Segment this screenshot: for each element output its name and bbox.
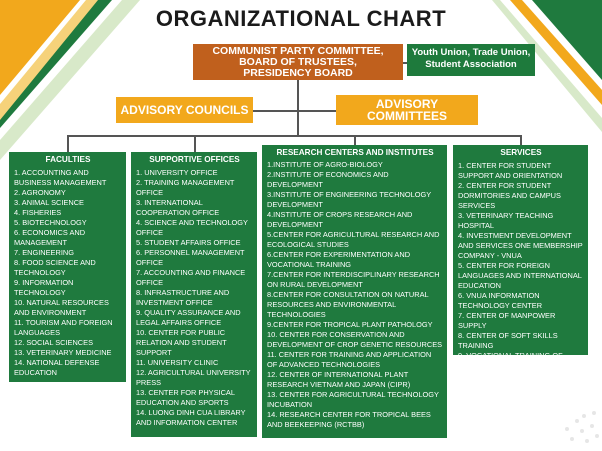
leadership-line-3: PRESIDENCY BOARD	[243, 67, 353, 79]
faculties-list	[14, 168, 122, 378]
list-item: 3. ANIMAL SCIENCE	[14, 198, 84, 207]
list-item: 13. CENTER FOR AGRICULTURAL TECHNOLOGY INCUBATION	[267, 390, 439, 409]
list-item: 7. ENGINEERING	[14, 248, 74, 257]
list-item: 14. LUONG DINH CUA LIBRARY AND INFORMATION CENTER	[136, 408, 246, 427]
list-item: 6. PERSONNEL MANAGEMENT OFFICE	[136, 248, 245, 267]
list-item: 5.CENTER FOR AGRICULTURAL RESEARCH AND ECOLOGICAL STUDIES	[267, 230, 440, 249]
list-item: 9. VOCATIONAL TRAINING OF ENGINEERING AND DRIVING	[458, 351, 563, 370]
advisory-councils-box: ADVISORY COUNCILS	[116, 97, 253, 123]
list-item: 5. CENTER FOR FOREIGN LANGUAGES AND INTERNATIONAL EDUCATION	[458, 261, 582, 290]
list-item: 10. NATURAL RESOURCES AND ENVIRONMENT	[14, 298, 109, 317]
union-box	[407, 44, 535, 76]
advisory-committees-box	[336, 95, 478, 125]
list-item: 1. UNIVERSITY OFFICE	[136, 168, 218, 177]
connector-trunk	[297, 80, 299, 135]
page-title: ORGANIZATIONAL CHART	[155, 6, 447, 31]
list-item: 8. INFRASTRUCTURE AND INVESTMENT OFFICE	[136, 288, 230, 307]
faculties-title: FACULTIES	[45, 155, 91, 164]
list-item: 13. CENTER FOR PHYSICAL EDUCATION AND SPORTS	[136, 388, 235, 407]
list-item: 12. CENTER OF INTERNATIONAL PLANT RESEARCH VIETNAM AND JAPAN (CIPR)	[267, 370, 411, 389]
list-item: 6. ECONOMICS AND MANAGEMENT	[14, 228, 86, 247]
advisory-committees-line-2: COMMITTEES	[367, 109, 447, 123]
union-line-1: Youth Union, Trade Union,	[411, 47, 531, 58]
services-list	[458, 161, 584, 371]
supportive-offices-title: SUPPORTIVE OFFICES	[149, 155, 240, 164]
list-item: 9. INFORMATION TECHNOLOGY	[14, 278, 74, 297]
list-item: 4. INVESTMENT DEVELOPMENT AND SERVICES ONE MEMBERSHIP COMPANY - VNUA	[458, 231, 583, 260]
research-centers-list	[267, 160, 443, 430]
connector-advisory-councils	[253, 110, 297, 112]
list-item: 12. SOCIAL SCIENCES	[14, 338, 93, 347]
list-item: 1. ACCOUNTING AND BUSINESS MANAGEMENT	[14, 168, 107, 187]
list-item: 1.INSTITUTE OF AGRO-BIOLOGY	[267, 160, 383, 169]
supportive-offices-list	[136, 168, 253, 428]
list-item: 11. CENTER FOR TRAINING AND APPLICATION OF ADVANCED TECHNOLOGIES	[267, 350, 432, 369]
connector-supportive-offices	[194, 135, 196, 152]
list-item: 6.CENTER FOR EXPERIMENTATION AND VOCATIONAL TRAINING	[267, 250, 411, 269]
list-item: 3. INTERNATIONAL COOPERATION OFFICE	[136, 198, 220, 217]
list-item: 9. QUALITY ASSURANCE AND LEGAL AFFAIRS OFFICE	[136, 308, 241, 327]
list-item: 3.INSTITUTE OF ENGINEERING TECHNOLOGY DEVELOPMENT	[267, 190, 431, 209]
list-item: 2. AGRONOMY	[14, 188, 66, 197]
list-item: 8. CENTER OF SOFT SKILLS TRAINING	[458, 331, 558, 350]
leadership-box	[193, 44, 403, 80]
services-panel	[453, 145, 588, 370]
faculties-panel	[9, 152, 126, 382]
list-item: 7. ACCOUNTING AND FINANCE OFFICE	[136, 268, 246, 287]
list-item: 8.CENTER FOR CONSULTATION ON NATURAL RESOURCES AND ENVIRONMENTAL TECHNOLOGIES	[267, 290, 429, 319]
advisory-committees-line-1: ADVISORY	[375, 97, 439, 111]
supportive-offices-panel	[131, 152, 257, 437]
list-item: 4. SCIENCE AND TECHNOLOGY OFFICE	[136, 218, 248, 237]
connector-faculties	[67, 135, 69, 152]
list-item: 3. VETERINARY TEACHING HOSPITAL	[458, 211, 554, 230]
list-item: 4.INSTITUTE OF CROPS RESEARCH AND DEVELOPMENT	[267, 210, 413, 229]
list-item: 13. VETERINARY MEDICINE	[14, 348, 112, 357]
list-item: 11. TOURISM AND FOREIGN LANGUAGES	[14, 318, 113, 337]
list-item: 11. UNIVERSITY CLINIC	[136, 358, 219, 367]
services-title: SERVICES	[500, 148, 542, 157]
list-item: 1. CENTER FOR STUDENT SUPPORT AND ORIENTATION	[458, 161, 563, 180]
leadership-line-1: COMMUNIST PARTY COMMITTEE,	[212, 45, 384, 57]
list-item: 4. FISHERIES	[14, 208, 62, 217]
list-item: 8. FOOD SCIENCE AND TECHNOLOGY	[14, 258, 96, 277]
list-item: 7.CENTER FOR INTERDISCIPLINARY RESEARCH ON RURAL DEVELOPMENT	[267, 270, 440, 289]
research-centers-title: RESEARCH CENTERS AND INSTITUTES	[276, 148, 434, 157]
list-item: 2. CENTER FOR STUDENT DORMITORIES AND CAMPUS SERVICES	[458, 181, 561, 210]
list-item: 14. RESEARCH CENTER FOR TROPICAL BEES AND BEEKEEPING (RCTBB)	[267, 410, 431, 429]
list-item: 14. NATIONAL DEFENSE EDUCATION	[14, 358, 100, 377]
list-item: 7. CENTER OF MANPOWER SUPPLY	[458, 311, 556, 330]
connector-horizontal-bus	[67, 135, 521, 137]
leadership-line-2: BOARD OF TRUSTEES,	[239, 56, 357, 68]
union-line-2: Student Association	[425, 59, 517, 70]
research-centers-panel	[262, 145, 447, 438]
list-item: 6. VNUA INFORMATION TECHNOLOGY CENTER	[458, 291, 543, 310]
list-item: 10. CENTER FOR PUBLIC RELATION AND STUDENT SUPPORT	[136, 328, 227, 357]
list-item: 2. TRAINING MANAGEMENT OFFICE	[136, 178, 235, 197]
list-item: 2.INSTITUTE OF ECONOMICS AND DEVELOPMENT	[267, 170, 389, 189]
connector-advisory-committees	[297, 110, 336, 112]
list-item: 12. AGRICULTURAL UNIVERSITY PRESS	[136, 368, 251, 387]
list-item: 5. BIOTECHNOLOGY	[14, 218, 87, 227]
list-item: 9.CENTER FOR TROPICAL PLANT PATHOLOGY	[267, 320, 433, 329]
connector-research	[354, 135, 356, 145]
list-item: 10. CENTER FOR CONSERVATION AND DEVELOPMENT OF CROP GENETIC RESOURCES	[267, 330, 443, 349]
list-item: 5. STUDENT AFFAIRS OFFICE	[136, 238, 241, 247]
connector-services	[520, 135, 522, 145]
